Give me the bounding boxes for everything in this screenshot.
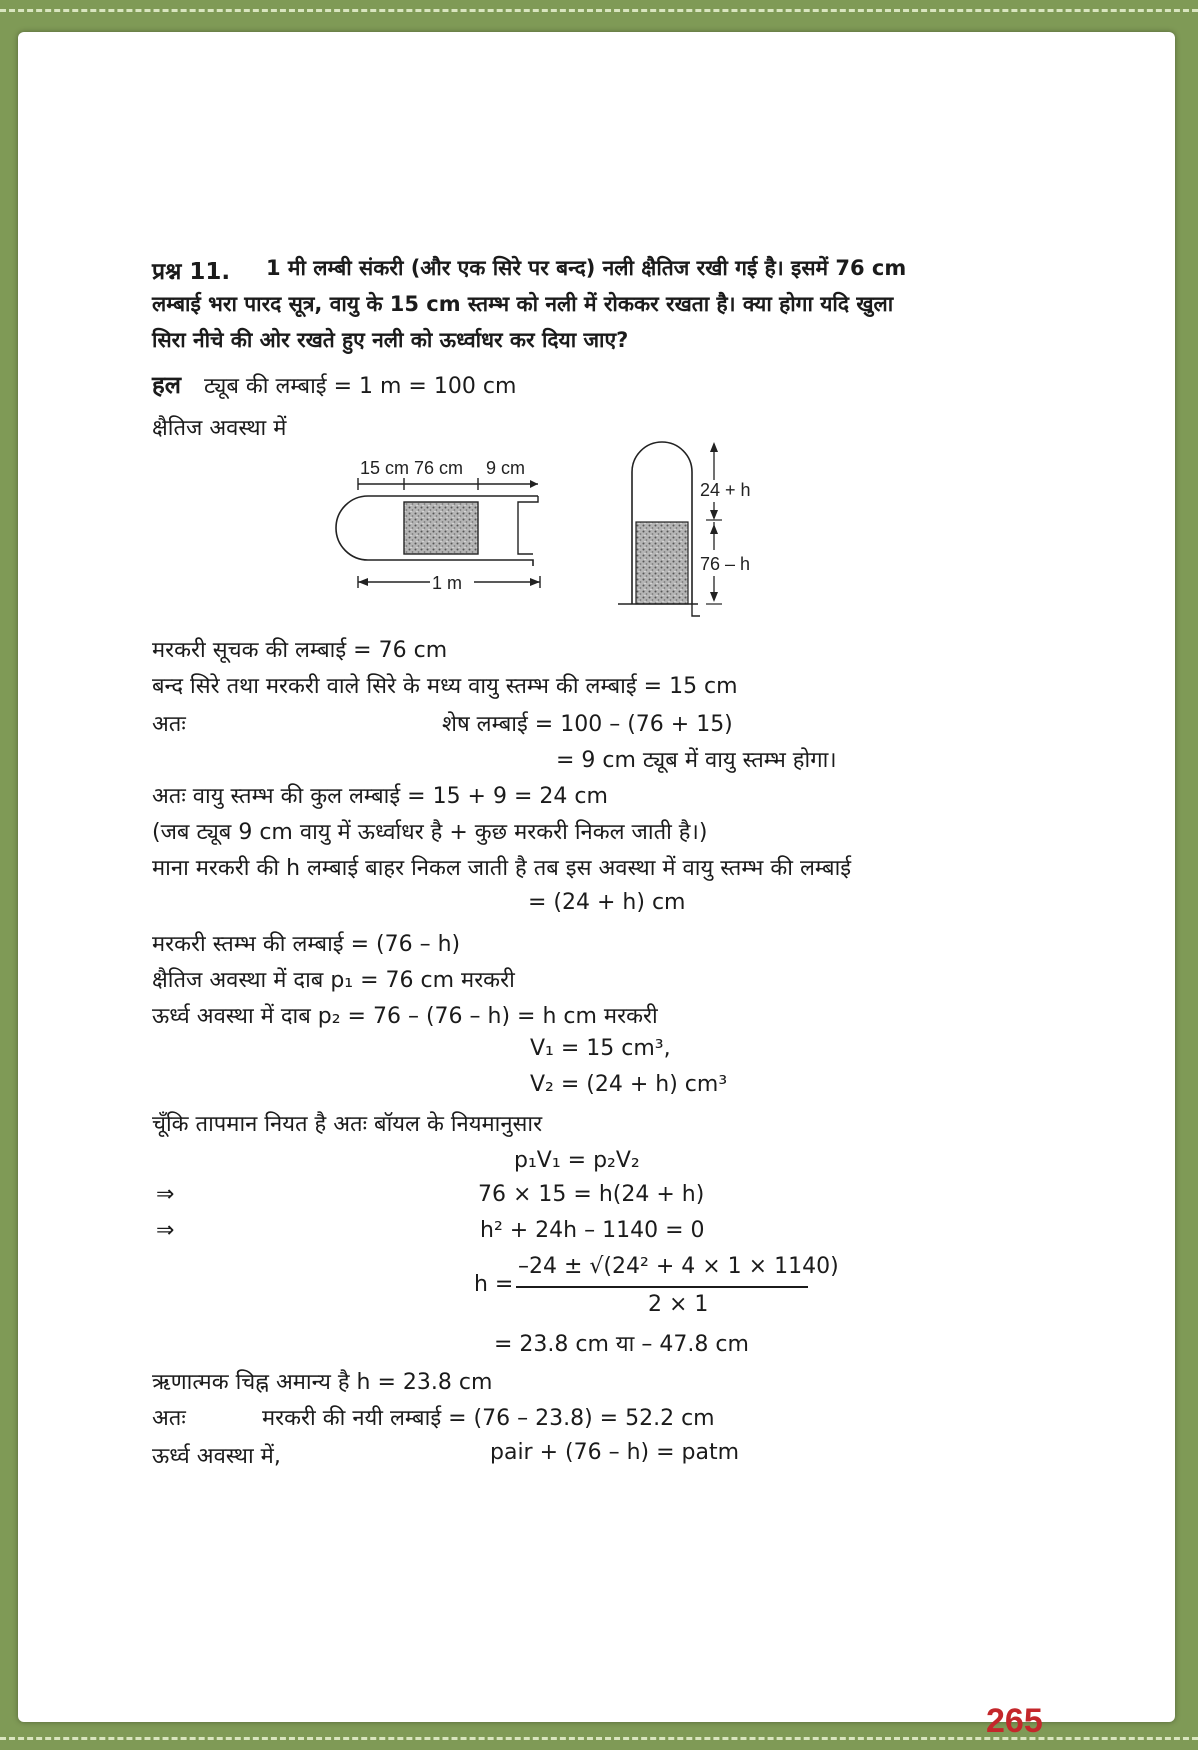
label-24-plus-h: 24 + h [700,480,751,500]
label-76cm: 76 cm [414,458,464,478]
page-number: 265 [986,1702,1043,1740]
line-mercury-column: मरकरी स्तम्भ की लम्बाई = (76 – h) [152,932,461,957]
label-76-minus-h: 76 – h [700,554,751,574]
line-p1: क्षैतिज अवस्था में दाब p₁ = 76 cm मरकरी [152,968,515,993]
horizontal-tube-figure [318,452,578,632]
line-hence-label-2: अतः [152,1406,186,1431]
question-line-3: सिरा नीचे की ओर रखते हुए नली को ऊर्ध्वाधर कर दिया जाए? [152,328,629,352]
line-vertical-state: ऊर्ध्व अवस्था में, [152,1444,281,1469]
line-v1: V₁ = 15 cm³, [530,1036,671,1061]
horizontal-state: क्षैतिज अवस्था में [152,416,287,441]
line-p2: ऊर्ध्व अवस्था में दाब p₂ = 76 – (76 – h) = h cm मरकरी [152,1004,658,1029]
implies-arrow-2: ⇒ [156,1218,175,1243]
label-15cm: 15 cm [360,458,410,478]
line-new-length: मरकरी की नयी लम्बाई = (76 – 23.8) = 52.2 cm [262,1406,715,1431]
question-label: प्रश्न 11. [152,259,231,285]
line-9cm-air: = 9 cm ट्यूब में वायु स्तम्भ होगा। [556,748,837,773]
line-note: (जब ट्यूब 9 cm वायु में ऊर्ध्वाधर है + कुछ मरकरी निकल जाती है।) [152,820,708,845]
formula-numerator: –24 ± √(24² + 4 × 1 × 1140) [518,1254,839,1279]
line-p1v1: p₁V₁ = p₂V₂ [514,1148,640,1173]
label-9cm: 9 cm [486,458,526,478]
line-24-plus-h: = (24 + h) cm [528,890,686,915]
line-remaining-length: शेष लम्बाई = 100 – (76 + 15) [442,712,733,737]
fraction-bar [516,1286,808,1288]
line-mercury-index: मरकरी सूचक की लम्बाई = 76 cm [152,638,448,663]
line-solutions: = 23.8 cm या – 47.8 cm [494,1332,749,1357]
question-line-1: 1 मी लम्बी संकरी (और एक सिरे पर बन्द) नली क्षैतिज रखी गई है। इसमें 76 cm [266,256,907,280]
label-1m: 1 m [432,573,463,593]
page [18,32,1175,1740]
implies-arrow-1: ⇒ [156,1182,175,1207]
line-assume-h: माना मरकरी की h लम्बाई बाहर निकल जाती है तब इस अवस्था में वायु स्तम्भ की लम्बाई [152,856,852,881]
solution-label: हल [152,371,182,399]
line-hence-label: अतः [152,712,186,737]
line-quadratic: h² + 24h – 1140 = 0 [480,1218,705,1243]
formula-denominator: 2 × 1 [648,1292,709,1317]
line-pressure-balance: pair + (76 – h) = patm [490,1440,740,1465]
question-line-2: लम्बाई भरा पारद सूत्र, वायु के 15 cm स्तम्भ को नली में रोककर रखता है। क्या होगा यदि खुला [152,292,894,316]
line-total-air: अतः वायु स्तम्भ की कुल लम्बाई = 15 + 9 = 24 cm [152,784,608,809]
line-negative-invalid: ऋणात्मक चिह्न अमान्य है h = 23.8 cm [152,1370,493,1395]
tube-length: ट्यूब की लम्बाई = 1 m = 100 cm [204,374,517,399]
line-76x15: 76 × 15 = h(24 + h) [478,1182,705,1207]
formula-lhs: h = [474,1272,514,1297]
line-boyle: चूँकि तापमान नियत है अतः बॉयल के नियमानुसार [152,1112,543,1137]
top-border [0,9,1198,12]
line-v2: V₂ = (24 + h) cm³ [530,1072,728,1097]
line-air-column: बन्द सिरे तथा मरकरी वाले सिरे के मध्य वायु स्तम्भ की लम्बाई = 15 cm [152,674,738,699]
vertical-tube-figure [618,440,818,650]
